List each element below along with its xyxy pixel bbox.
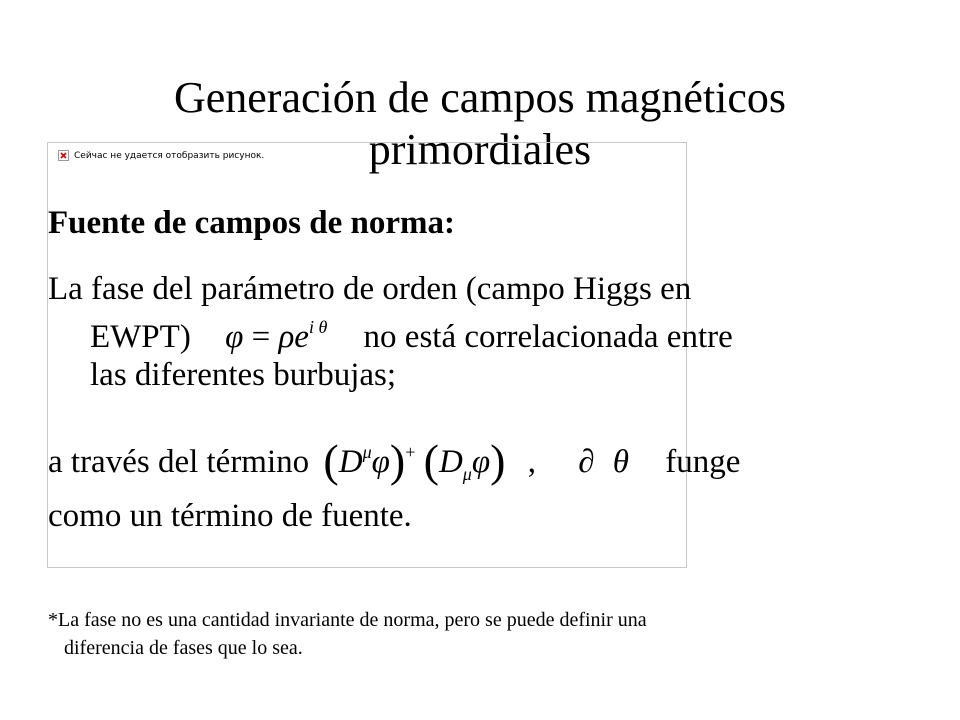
footnote: [48, 606, 928, 662]
para1-line2: [48, 308, 928, 356]
formula2-dagger: +: [405, 442, 416, 462]
formula-partial-theta: [578, 443, 629, 481]
formula2-close: ): [389, 435, 406, 486]
para2-text-c: funge: [665, 444, 741, 480]
para1-ewpt: EWPT): [90, 319, 191, 355]
formula2-phi: φ: [371, 444, 390, 480]
broken-image-notice: [58, 150, 264, 161]
para1-line3: las diferentes burbujas;: [90, 357, 397, 393]
formula-exponent: i θ: [308, 317, 328, 337]
formula2-mu-up: μ: [362, 442, 372, 462]
formula2-open2: (: [423, 435, 439, 486]
formula-phi-rho: [225, 308, 327, 356]
footnote-line1: *La fase no es una cantidad invariante de norma, pero se puede definir una: [48, 609, 647, 631]
para1-line1: La fase del parámetro de orden (campo Higgs en: [48, 271, 692, 307]
formula3-partial: ∂: [578, 444, 595, 480]
title-line-2: primordiales: [368, 125, 592, 174]
formula2-D2: D: [438, 444, 463, 480]
formula2-phi2: φ: [471, 444, 491, 480]
formula-phi: φ: [225, 319, 244, 355]
paragraph-source: como un término de fuente.: [48, 498, 412, 534]
formula2-mu-down: μ: [462, 464, 472, 484]
broken-image-text: Сейчас не удается отобразить рисунок.: [74, 150, 265, 161]
para1-rest: no está correlacionada entre: [363, 319, 733, 355]
broken-image-x-icon: [58, 150, 69, 161]
formula-covariant-derivative: [323, 433, 505, 493]
formula-e: e: [294, 319, 309, 355]
formula-equals: =: [251, 319, 271, 355]
formula2-open: (: [323, 435, 339, 486]
paragraph-phase: [48, 270, 928, 394]
section-heading: Fuente de campos de norma:: [48, 205, 455, 241]
formula3-theta: θ: [612, 444, 629, 480]
para2-comma: ,: [527, 444, 536, 480]
title-line-1: Generación de campos magnéticos: [173, 73, 787, 122]
footnote-line2: diferencia de fases que lo sea.: [64, 637, 303, 659]
formula2-close2: ): [490, 435, 506, 486]
paragraph-term: [48, 433, 740, 493]
para2-text-a: a través del término: [48, 444, 310, 480]
formula-rho: ρ: [278, 319, 295, 355]
formula2-D: D: [338, 444, 363, 480]
